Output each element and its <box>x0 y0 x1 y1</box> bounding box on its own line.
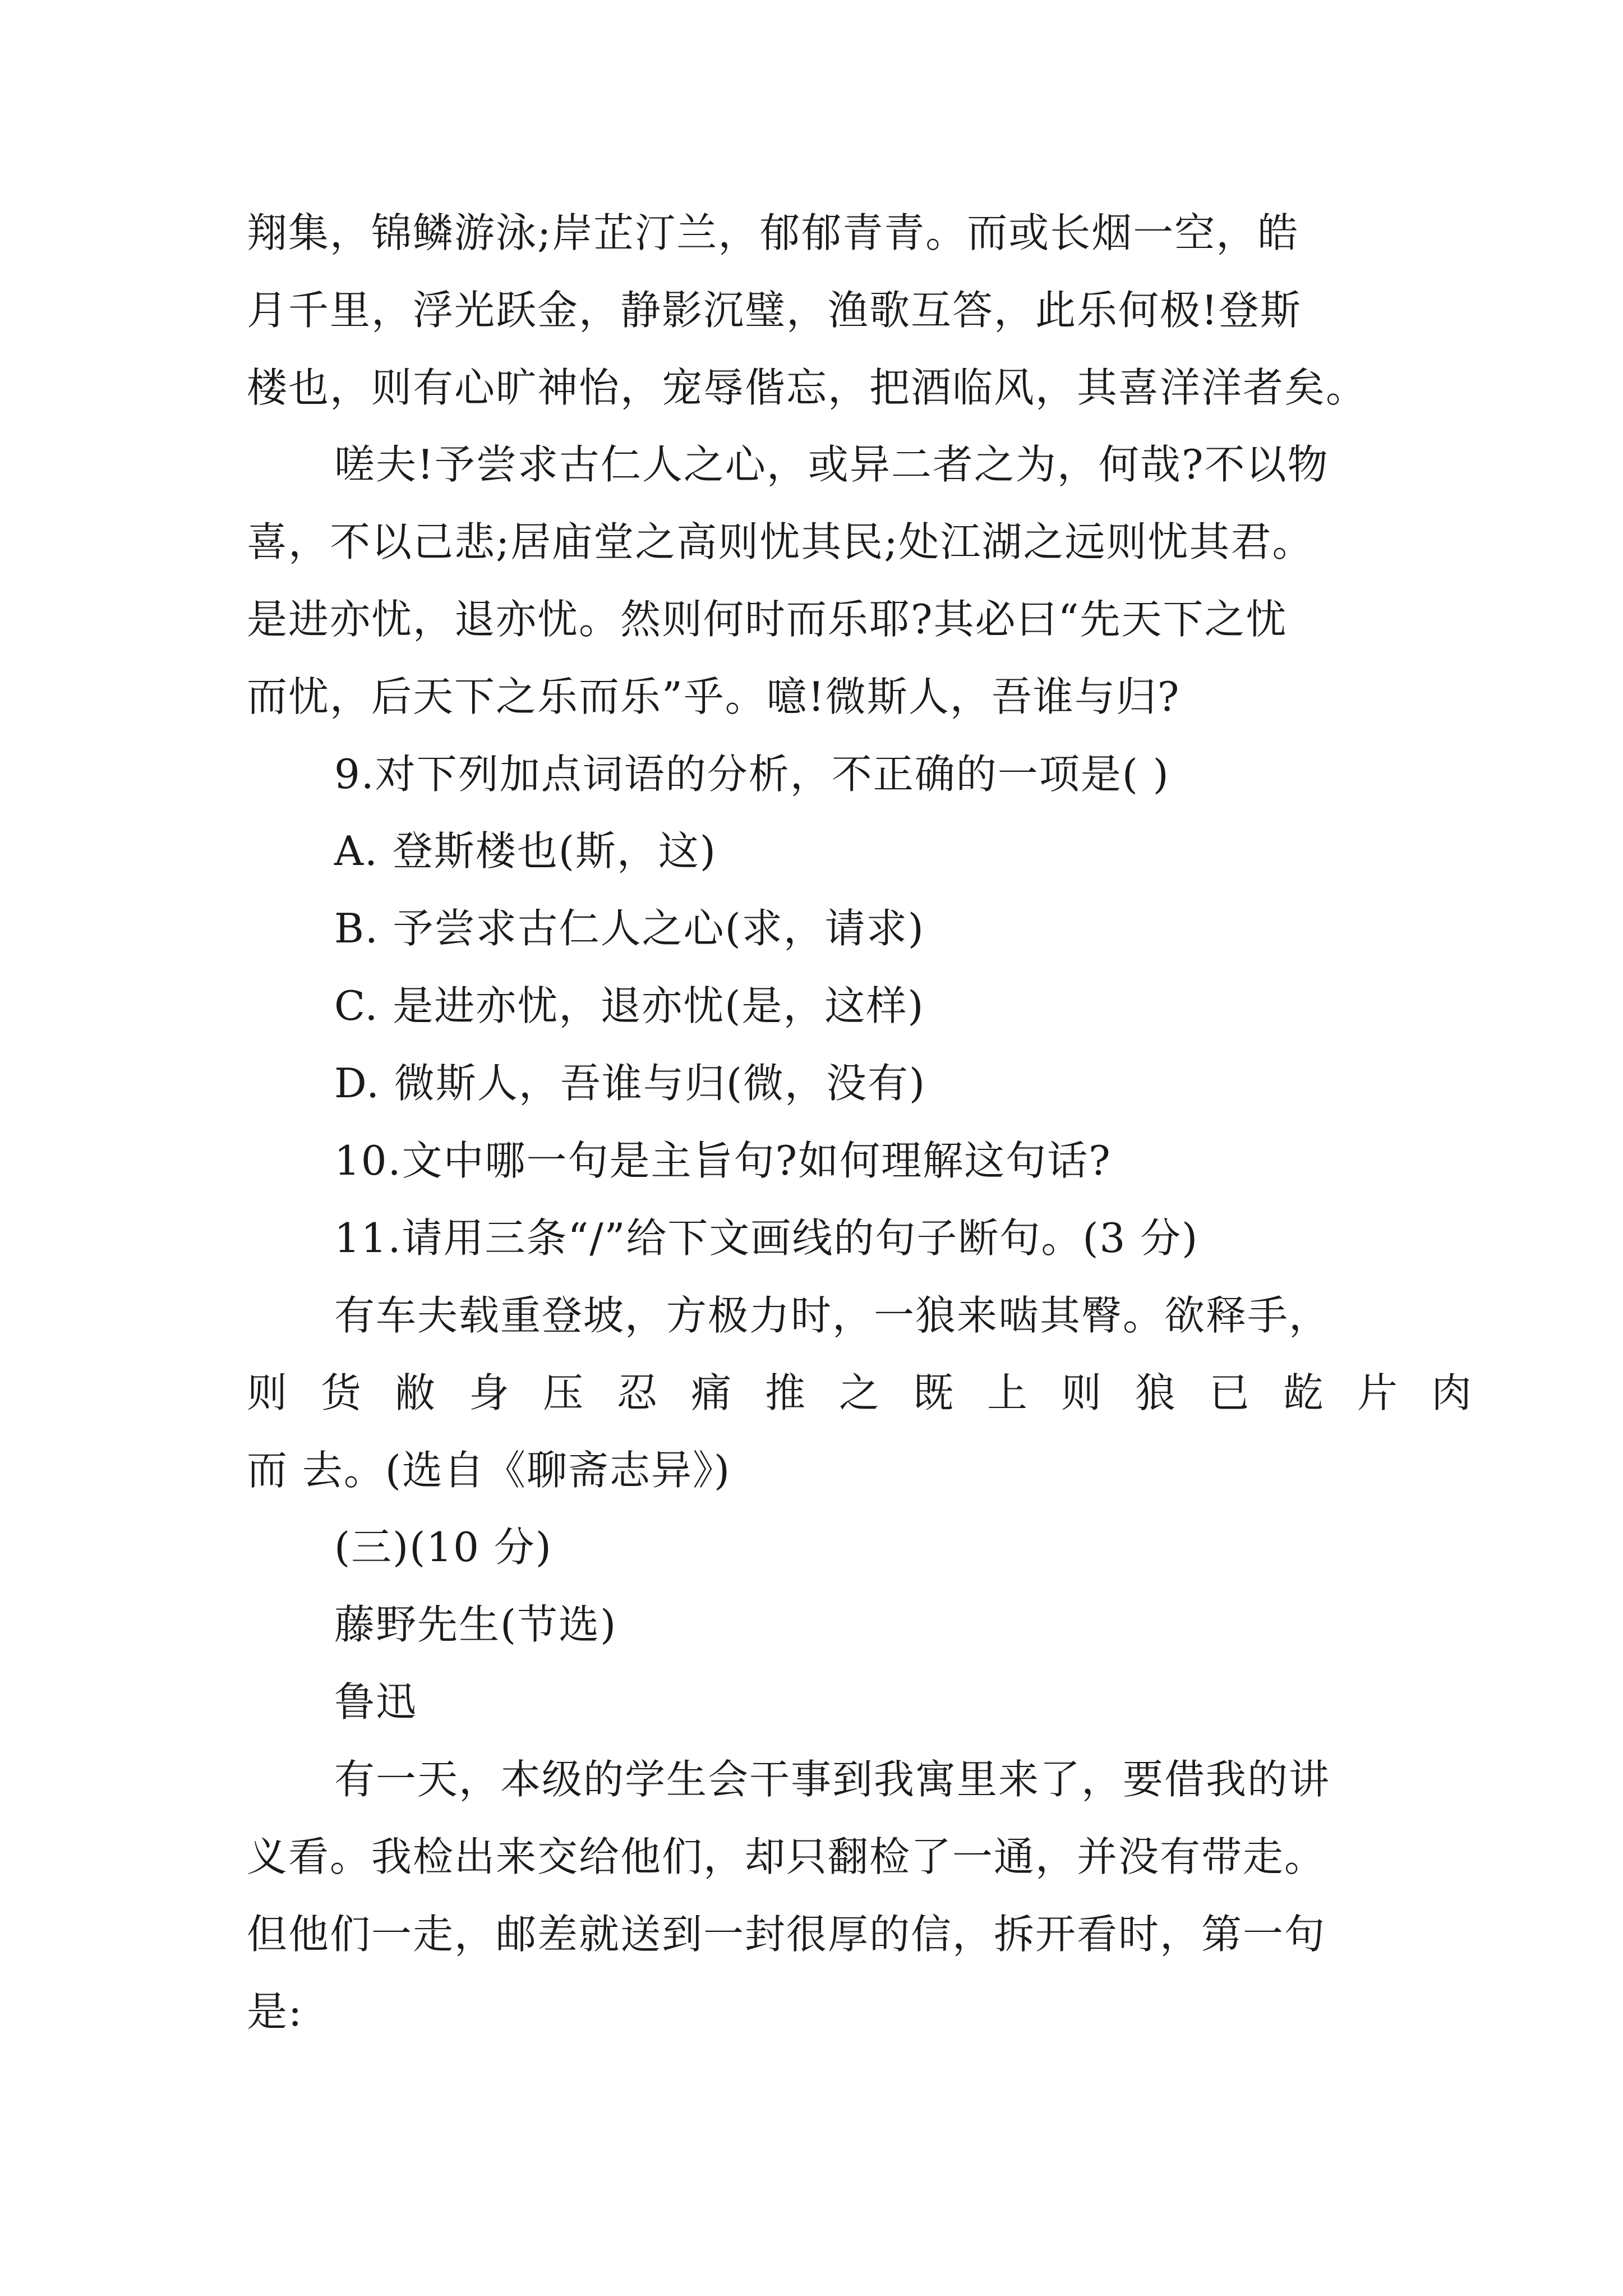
section-three-heading: (三)(10 分) <box>334 1524 552 1571</box>
question-11-text-line-1: 有车夫载重登坡，方极力时，一狼来啮其臀。欲释手， <box>334 1292 1331 1339</box>
passage-one-line-2: 月千里，浮光跃金，静影沉璧，渔歌互答，此乐何极!登斯 <box>247 287 1302 334</box>
question-11-underlined-sentence: 则货敝身压忍痛推之既上则狼已龁片肉 <box>247 1369 1506 1416</box>
section-three-line-4: 是: <box>247 1988 303 2035</box>
passage-two-line-1: 嗟夫!予尝求古仁人之心，或异二者之为，何哉?不以物 <box>334 441 1329 488</box>
passage-one-line-3: 楼也，则有心旷神怡，宠辱偕忘，把酒临风，其喜洋洋者矣。 <box>247 364 1368 411</box>
passage-one-line-1: 翔集，锦鳞游泳;岸芷汀兰，郁郁青青。而或长烟一空，皓 <box>247 209 1299 256</box>
question-10-stem: 10.文中哪一句是主旨句?如何理解这句话? <box>334 1137 1112 1184</box>
section-three-author: 鲁迅 <box>334 1678 418 1726</box>
question-9-option-b: B. 予尝求古仁人之心(求，请求) <box>334 905 925 952</box>
question-9-option-c: C. 是进亦忧，退亦忧(是，这样) <box>334 982 925 1029</box>
section-three-line-3: 但他们一走，邮差就送到一封很厚的信，拆开看时，第一句 <box>247 1911 1326 1958</box>
question-9-option-d: D. 微斯人，吾谁与归(微，没有) <box>334 1060 926 1107</box>
question-9-option-a: A. 登斯楼也(斯，这) <box>334 827 717 875</box>
passage-two-line-3: 是进亦忧，退亦忧。然则何时而乐耶?其必曰“先天下之忧 <box>247 596 1288 643</box>
question-11-stem: 11.请用三条“/”给下文画线的句子断句。(3 分) <box>334 1214 1199 1262</box>
section-three-line-1: 有一天，本级的学生会干事到我寓里来了，要借我的讲 <box>334 1756 1331 1803</box>
passage-two-line-2: 喜，不以己悲;居庙堂之高则忧其民;处江湖之远则忧其君。 <box>247 518 1314 565</box>
section-three-title: 藤野先生(节选) <box>334 1601 617 1648</box>
question-9-stem: 9.对下列加点词语的分析，不正确的一项是( ) <box>334 751 1170 798</box>
question-11-text-line-3: 而 去。(选自《聊斋志异》) <box>247 1447 731 1494</box>
passage-two-line-4: 而忧，后天下之乐而乐”乎。噫!微斯人，吾谁与归? <box>247 673 1181 720</box>
section-three-line-2: 义看。我检出来交给他们，却只翻检了一通，并没有带走。 <box>247 1833 1326 1880</box>
